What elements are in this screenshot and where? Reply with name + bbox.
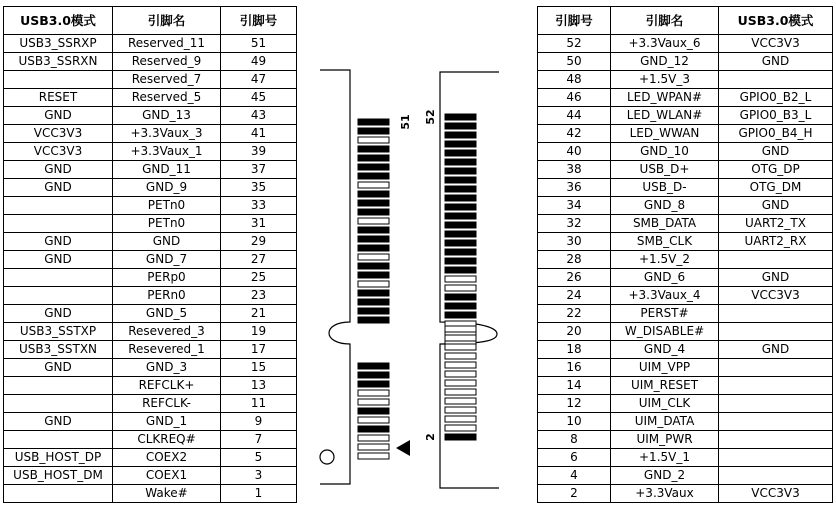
connector-pad bbox=[358, 146, 389, 152]
table-cell bbox=[4, 395, 113, 413]
table-row bbox=[4, 197, 297, 215]
table-row bbox=[538, 89, 833, 107]
table-row bbox=[4, 89, 297, 107]
table-row bbox=[538, 251, 833, 269]
table-cell: OTG_DP bbox=[719, 161, 833, 179]
connector-pad bbox=[358, 182, 389, 188]
table-row bbox=[538, 305, 833, 323]
connector-pad bbox=[358, 363, 389, 369]
table-cell: PERn0 bbox=[113, 287, 221, 305]
connector-pad bbox=[445, 326, 476, 332]
table-cell bbox=[719, 323, 833, 341]
table-row bbox=[4, 161, 297, 179]
table-cell: 24 bbox=[538, 287, 611, 305]
connector-pad bbox=[445, 294, 476, 300]
table-row bbox=[4, 377, 297, 395]
connector-pad bbox=[358, 263, 389, 269]
table-cell: 5 bbox=[221, 449, 297, 467]
table-row bbox=[4, 179, 297, 197]
table-cell: CLKREQ# bbox=[113, 431, 221, 449]
table-cell: GND bbox=[719, 197, 833, 215]
table-row bbox=[538, 197, 833, 215]
right-table-header-row bbox=[538, 7, 833, 35]
table-cell bbox=[4, 431, 113, 449]
connector-pad bbox=[358, 227, 389, 233]
table-cell bbox=[719, 305, 833, 323]
table-row bbox=[538, 395, 833, 413]
table-cell: 30 bbox=[538, 233, 611, 251]
table-row bbox=[4, 341, 297, 359]
table-row bbox=[538, 341, 833, 359]
table-cell: 52 bbox=[538, 35, 611, 53]
table-row bbox=[4, 449, 297, 467]
table-row bbox=[538, 71, 833, 89]
table-cell: GND_7 bbox=[113, 251, 221, 269]
table-cell: 27 bbox=[221, 251, 297, 269]
table-cell: 9 bbox=[221, 413, 297, 431]
table-cell: Reserved_7 bbox=[113, 71, 221, 89]
pin1-marker-icon bbox=[396, 440, 410, 456]
table-row bbox=[538, 359, 833, 377]
connector-pad bbox=[445, 353, 476, 359]
table-cell: 33 bbox=[221, 197, 297, 215]
table-cell: LED_WWAN bbox=[611, 125, 719, 143]
connector-pad bbox=[445, 222, 476, 228]
table-cell: 31 bbox=[221, 215, 297, 233]
connector-pad bbox=[358, 372, 389, 378]
table-cell: 26 bbox=[538, 269, 611, 287]
header-pin-number: 引脚号 bbox=[538, 7, 611, 35]
table-cell: VCC3V3 bbox=[719, 35, 833, 53]
connector-pad bbox=[445, 276, 476, 282]
table-cell: GND_5 bbox=[113, 305, 221, 323]
table-cell: 20 bbox=[538, 323, 611, 341]
table-cell: 15 bbox=[221, 359, 297, 377]
connector-pad bbox=[358, 426, 389, 432]
table-cell bbox=[719, 467, 833, 485]
table-cell: PERST# bbox=[611, 305, 719, 323]
table-cell: USB_D+ bbox=[611, 161, 719, 179]
connector-pad bbox=[445, 186, 476, 192]
table-cell: REFCLK+ bbox=[113, 377, 221, 395]
table-cell: 42 bbox=[538, 125, 611, 143]
table-row bbox=[4, 485, 297, 503]
table-cell: 46 bbox=[538, 89, 611, 107]
table-cell: USB3_SSTXN bbox=[4, 341, 113, 359]
table-cell: VCC3V3 bbox=[4, 143, 113, 161]
table-row bbox=[538, 287, 833, 305]
connector-pad bbox=[445, 177, 476, 183]
table-cell: USB_D- bbox=[611, 179, 719, 197]
table-cell bbox=[719, 431, 833, 449]
table-cell bbox=[4, 287, 113, 305]
connector-pad bbox=[445, 267, 476, 273]
header-usb3-mode: USB3.0模式 bbox=[4, 7, 113, 35]
table-cell: REFCLK- bbox=[113, 395, 221, 413]
table-row bbox=[538, 449, 833, 467]
connector-pad bbox=[358, 128, 389, 134]
table-cell: 36 bbox=[538, 179, 611, 197]
table-cell bbox=[719, 71, 833, 89]
m2-connector-diagram bbox=[310, 64, 510, 494]
connector-pad bbox=[358, 200, 389, 206]
table-cell: +3.3Vaux_6 bbox=[611, 35, 719, 53]
table-cell: SMB_DATA bbox=[611, 215, 719, 233]
table-cell: 2 bbox=[538, 485, 611, 503]
table-cell: PETn0 bbox=[113, 197, 221, 215]
table-cell: PERp0 bbox=[113, 269, 221, 287]
table-cell: GND bbox=[4, 251, 113, 269]
table-cell: VCC3V3 bbox=[719, 485, 833, 503]
connector-pad bbox=[445, 335, 476, 341]
table-row bbox=[538, 233, 833, 251]
mounting-hole bbox=[320, 450, 334, 464]
table-cell: LED_WLAN# bbox=[611, 107, 719, 125]
left-table-body bbox=[4, 35, 297, 503]
table-cell: +3.3Vaux_4 bbox=[611, 287, 719, 305]
table-row bbox=[538, 323, 833, 341]
table-row bbox=[538, 215, 833, 233]
table-row bbox=[4, 215, 297, 233]
left-table-header-row bbox=[4, 7, 297, 35]
connector-pad bbox=[358, 317, 389, 323]
table-cell: GND bbox=[4, 359, 113, 377]
table-cell bbox=[4, 485, 113, 503]
table-cell: UIM_VPP bbox=[611, 359, 719, 377]
table-cell: GND_13 bbox=[113, 107, 221, 125]
pad-group bbox=[358, 114, 476, 459]
table-cell bbox=[4, 215, 113, 233]
table-cell bbox=[719, 359, 833, 377]
table-row bbox=[4, 305, 297, 323]
right-pin-table bbox=[537, 6, 833, 503]
table-row bbox=[4, 35, 297, 53]
connector-pad bbox=[358, 245, 389, 251]
table-cell: GND bbox=[4, 305, 113, 323]
table-cell: SMB_CLK bbox=[611, 233, 719, 251]
table-cell: 10 bbox=[538, 413, 611, 431]
table-row bbox=[4, 143, 297, 161]
connector-pad bbox=[358, 254, 389, 260]
table-row bbox=[4, 323, 297, 341]
table-cell: 40 bbox=[538, 143, 611, 161]
table-row bbox=[4, 71, 297, 89]
table-cell: 17 bbox=[221, 341, 297, 359]
table-row bbox=[538, 53, 833, 71]
table-cell: USB3_SSTXP bbox=[4, 323, 113, 341]
table-cell: 12 bbox=[538, 395, 611, 413]
table-cell: GND_1 bbox=[113, 413, 221, 431]
table-cell: UIM_CLK bbox=[611, 395, 719, 413]
table-cell: GND bbox=[4, 413, 113, 431]
label-pin-51: 51 bbox=[399, 114, 412, 130]
table-cell bbox=[719, 251, 833, 269]
table-cell: GND bbox=[719, 143, 833, 161]
table-row bbox=[538, 107, 833, 125]
table-cell: COEX1 bbox=[113, 467, 221, 485]
table-row bbox=[538, 35, 833, 53]
connector-pad bbox=[445, 407, 476, 413]
table-cell: 45 bbox=[221, 89, 297, 107]
table-cell bbox=[4, 269, 113, 287]
table-cell: OTG_DM bbox=[719, 179, 833, 197]
table-cell: GPIO0_B4_H bbox=[719, 125, 833, 143]
table-row bbox=[4, 467, 297, 485]
connector-pad bbox=[358, 236, 389, 242]
table-cell bbox=[4, 197, 113, 215]
connector-pad bbox=[445, 204, 476, 210]
label-pin-2: 2 bbox=[424, 433, 437, 441]
right-table-body bbox=[538, 35, 833, 503]
connector-pad bbox=[358, 444, 389, 450]
table-row bbox=[4, 251, 297, 269]
table-cell: UART2_RX bbox=[719, 233, 833, 251]
table-cell: Reserved_11 bbox=[113, 35, 221, 53]
table-cell bbox=[719, 377, 833, 395]
table-cell: 3 bbox=[221, 467, 297, 485]
table-cell: GND_9 bbox=[113, 179, 221, 197]
header-pin-name: 引脚名 bbox=[611, 7, 719, 35]
table-cell: 39 bbox=[221, 143, 297, 161]
connector-pad bbox=[445, 389, 476, 395]
table-cell: 21 bbox=[221, 305, 297, 323]
connector-pad bbox=[358, 408, 389, 414]
connector-pad bbox=[358, 164, 389, 170]
table-row bbox=[4, 53, 297, 71]
table-cell: 13 bbox=[221, 377, 297, 395]
table-cell: 43 bbox=[221, 107, 297, 125]
table-cell: +1.5V_2 bbox=[611, 251, 719, 269]
connector-pad bbox=[445, 168, 476, 174]
table-cell: GND bbox=[719, 341, 833, 359]
table-row bbox=[538, 143, 833, 161]
table-cell: 11 bbox=[221, 395, 297, 413]
table-cell: 34 bbox=[538, 197, 611, 215]
table-cell: 47 bbox=[221, 71, 297, 89]
connector-pad bbox=[358, 155, 389, 161]
connector-pad bbox=[445, 141, 476, 147]
table-row bbox=[538, 413, 833, 431]
table-cell: 51 bbox=[221, 35, 297, 53]
table-cell: GND_6 bbox=[611, 269, 719, 287]
table-row bbox=[538, 377, 833, 395]
connector-pad bbox=[445, 150, 476, 156]
table-cell bbox=[719, 395, 833, 413]
table-cell: UIM_RESET bbox=[611, 377, 719, 395]
table-cell: Reserved_9 bbox=[113, 53, 221, 71]
table-cell: 35 bbox=[221, 179, 297, 197]
table-cell: +1.5V_3 bbox=[611, 71, 719, 89]
table-cell: GND_11 bbox=[113, 161, 221, 179]
table-cell: W_DISABLE# bbox=[611, 323, 719, 341]
table-cell: 16 bbox=[538, 359, 611, 377]
table-row bbox=[4, 431, 297, 449]
table-cell: USB3_SSRXN bbox=[4, 53, 113, 71]
table-cell: +3.3Vaux_3 bbox=[113, 125, 221, 143]
table-cell: GND bbox=[4, 179, 113, 197]
connector-pad bbox=[358, 191, 389, 197]
table-cell: 44 bbox=[538, 107, 611, 125]
connector-pad bbox=[445, 249, 476, 255]
table-row bbox=[538, 269, 833, 287]
connector-pad bbox=[445, 123, 476, 129]
table-row bbox=[4, 395, 297, 413]
table-cell: 28 bbox=[538, 251, 611, 269]
connector-pad bbox=[445, 371, 476, 377]
table-row bbox=[538, 485, 833, 503]
table-cell: 6 bbox=[538, 449, 611, 467]
table-cell: +3.3Vaux_1 bbox=[113, 143, 221, 161]
connector-pad bbox=[358, 453, 389, 459]
table-cell bbox=[719, 449, 833, 467]
table-cell: PETn0 bbox=[113, 215, 221, 233]
table-row bbox=[4, 413, 297, 431]
connector-pad bbox=[358, 435, 389, 441]
connector-pad bbox=[445, 213, 476, 219]
table-cell: COEX2 bbox=[113, 449, 221, 467]
table-cell: VCC3V3 bbox=[719, 287, 833, 305]
table-cell: GPIO0_B2_L bbox=[719, 89, 833, 107]
table-cell: 29 bbox=[221, 233, 297, 251]
table-cell: 19 bbox=[221, 323, 297, 341]
table-cell: 8 bbox=[538, 431, 611, 449]
table-cell: GND bbox=[719, 53, 833, 71]
connector-pad bbox=[358, 381, 389, 387]
table-cell: Wake# bbox=[113, 485, 221, 503]
connector-pad bbox=[358, 290, 389, 296]
table-cell: 32 bbox=[538, 215, 611, 233]
header-usb3-mode: USB3.0模式 bbox=[719, 7, 833, 35]
connector-pad bbox=[445, 344, 476, 350]
table-row bbox=[4, 287, 297, 305]
table-row bbox=[4, 269, 297, 287]
connector-pad bbox=[358, 281, 389, 287]
connector-pad bbox=[445, 285, 476, 291]
table-cell: 4 bbox=[538, 467, 611, 485]
table-cell: UART2_TX bbox=[719, 215, 833, 233]
table-cell: Resevered_1 bbox=[113, 341, 221, 359]
table-cell: 23 bbox=[221, 287, 297, 305]
table-cell: RESET bbox=[4, 89, 113, 107]
table-cell: 22 bbox=[538, 305, 611, 323]
table-cell bbox=[4, 377, 113, 395]
table-cell: GND bbox=[113, 233, 221, 251]
table-row bbox=[4, 359, 297, 377]
table-cell: 25 bbox=[221, 269, 297, 287]
header-pin-number: 引脚号 bbox=[221, 7, 297, 35]
connector-pad bbox=[445, 114, 476, 120]
table-cell: 50 bbox=[538, 53, 611, 71]
table-cell: USB3_SSRXP bbox=[4, 35, 113, 53]
connector-pad bbox=[445, 362, 476, 368]
table-cell: GND_10 bbox=[611, 143, 719, 161]
table-cell: LED_WPAN# bbox=[611, 89, 719, 107]
table-row bbox=[538, 161, 833, 179]
table-row bbox=[538, 125, 833, 143]
table-cell: USB_HOST_DM bbox=[4, 467, 113, 485]
connector-pad bbox=[445, 416, 476, 422]
table-cell: 1 bbox=[221, 485, 297, 503]
connector-pad bbox=[445, 425, 476, 431]
table-cell: 37 bbox=[221, 161, 297, 179]
table-row bbox=[538, 467, 833, 485]
connector-pad bbox=[358, 390, 389, 396]
table-cell: 18 bbox=[538, 341, 611, 359]
connector-pad bbox=[445, 195, 476, 201]
table-cell: GND_8 bbox=[611, 197, 719, 215]
table-cell: 49 bbox=[221, 53, 297, 71]
table-cell: GND_12 bbox=[611, 53, 719, 71]
table-cell: 48 bbox=[538, 71, 611, 89]
header-pin-name: 引脚名 bbox=[113, 7, 221, 35]
table-cell: GPIO0_B3_L bbox=[719, 107, 833, 125]
table-cell: Reserved_5 bbox=[113, 89, 221, 107]
table-cell: GND bbox=[719, 269, 833, 287]
connector-pad bbox=[358, 137, 389, 143]
table-cell: GND_4 bbox=[611, 341, 719, 359]
connector-pad bbox=[445, 380, 476, 386]
table-cell: 38 bbox=[538, 161, 611, 179]
connector-pad bbox=[445, 258, 476, 264]
table-cell: +1.5V_1 bbox=[611, 449, 719, 467]
table-cell: UIM_PWR bbox=[611, 431, 719, 449]
table-cell: GND bbox=[4, 107, 113, 125]
table-cell: 7 bbox=[221, 431, 297, 449]
connector-pad bbox=[358, 218, 389, 224]
table-cell: 41 bbox=[221, 125, 297, 143]
table-cell: 14 bbox=[538, 377, 611, 395]
table-cell: GND_3 bbox=[113, 359, 221, 377]
table-cell: VCC3V3 bbox=[4, 125, 113, 143]
connector-pad bbox=[358, 173, 389, 179]
connector-pad bbox=[445, 159, 476, 165]
connector-pad bbox=[358, 272, 389, 278]
connector-pad bbox=[358, 299, 389, 305]
table-cell: Resevered_3 bbox=[113, 323, 221, 341]
connector-pad bbox=[445, 240, 476, 246]
connector-pad bbox=[445, 312, 476, 318]
connector-pad bbox=[358, 399, 389, 405]
table-row bbox=[538, 179, 833, 197]
connector-pad bbox=[358, 417, 389, 423]
table-cell bbox=[719, 413, 833, 431]
connector-pad bbox=[445, 231, 476, 237]
table-cell: GND_2 bbox=[611, 467, 719, 485]
table-cell: GND bbox=[4, 161, 113, 179]
connector-pad bbox=[445, 303, 476, 309]
table-cell bbox=[4, 71, 113, 89]
left-pin-table bbox=[3, 6, 297, 503]
table-cell: +3.3Vaux bbox=[611, 485, 719, 503]
table-row bbox=[4, 107, 297, 125]
table-cell: USB_HOST_DP bbox=[4, 449, 113, 467]
table-row bbox=[4, 125, 297, 143]
connector-pad bbox=[445, 132, 476, 138]
connector-pad bbox=[358, 308, 389, 314]
connector-pad bbox=[358, 119, 389, 125]
connector-pad bbox=[358, 209, 389, 215]
table-row bbox=[4, 233, 297, 251]
table-cell: GND bbox=[4, 233, 113, 251]
table-row bbox=[538, 431, 833, 449]
connector-pad bbox=[445, 434, 476, 440]
table-cell: UIM_DATA bbox=[611, 413, 719, 431]
label-pin-52: 52 bbox=[424, 109, 437, 125]
connector-pad bbox=[445, 398, 476, 404]
